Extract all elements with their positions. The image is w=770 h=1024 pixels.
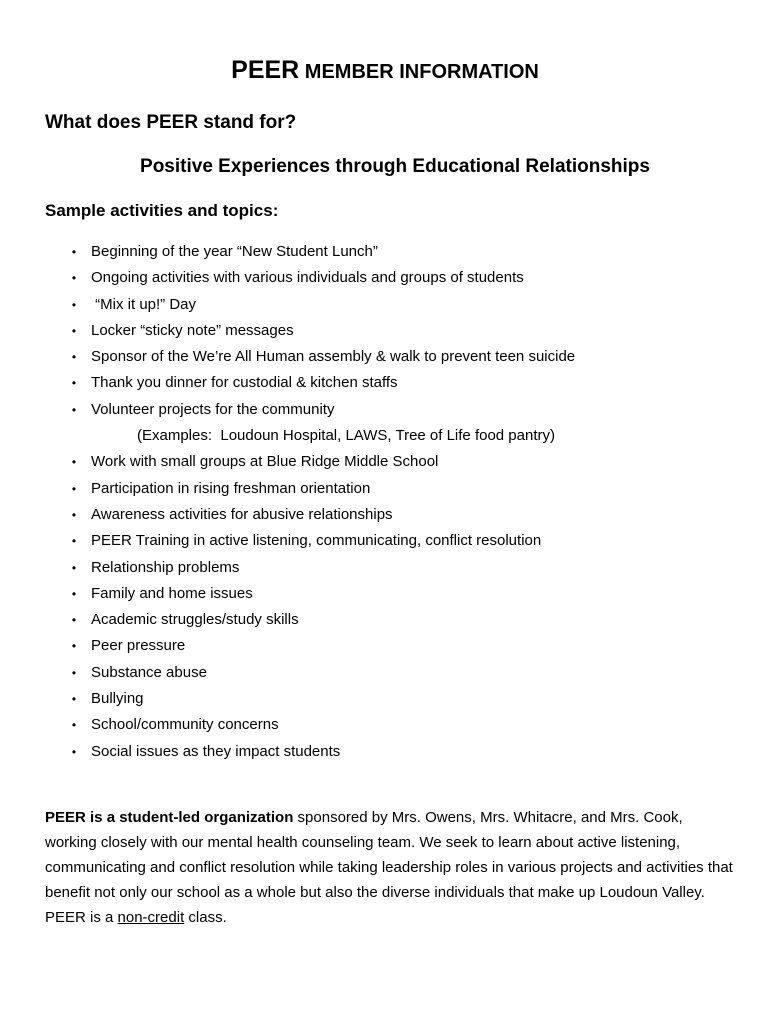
bullet-icon: • [71,586,77,601]
list-item-text: Family and home issues [91,584,253,602]
list-item-text: Peer pressure [91,637,186,655]
list-item-text: Sponsor of the We’re All Human assembly & walk to prevent teen suicide [91,348,576,366]
bullet-icon: • [71,560,77,575]
list-item-text: Substance abuse [91,663,207,681]
activities-heading: Sample activities and topics: [45,201,279,220]
list-item-text: School/community concerns [91,716,279,734]
acronym-expansion: Positive Experiences through Educational Relationships [140,156,650,177]
list-item-text: Ongoing activities with various individuals and groups of students [91,269,524,287]
acronym-question: What does PEER stand for? [45,112,297,133]
list-item-text: Volunteer projects for the community [91,400,335,418]
statement-tail: class. [184,909,227,926]
list-item-text: Locker “sticky note” messages [91,321,294,339]
list-item-text: Social issues as they impact students [91,742,341,760]
list-item-text: “Mix it up!” Day [91,295,197,313]
bullet-icon: • [71,639,77,654]
bullet-icon: • [71,718,77,733]
bullet-icon: • [71,297,77,312]
list-item-text: Bullying [91,690,144,708]
list-item-text: Awareness activities for abusive relationships [91,505,393,523]
bullet-icon: • [71,481,77,496]
page-title [0,52,770,92]
statement-lead: PEER is a student-led organization [45,809,294,826]
list-item-text: Beginning of the year “New Student Lunch” [91,243,378,260]
list-item-text: PEER Training in active listening, communicating, conflict resolution [91,532,542,550]
bullet-icon: • [71,376,77,391]
organization-statement [45,805,735,930]
title-rest: MEMBER INFORMATION [299,61,539,83]
statement-underlined: non-credit [117,909,185,926]
volunteer-examples: (Examples: Loudoun Hospital, LAWS, Tree of Life food pantry) [137,427,555,445]
statement-body: sponsored by Mrs. Owens, Mrs. Whitacre, and Mrs. Cook, working closely with our mental health counseling team. We seek to learn about active listening, communicating and conflict resolution while taking leadership roles in various projects and activities that benefit not only our school as a whole but also the diverse individuals that make up Loudoun Valley. PEER is a [45,809,733,926]
bullet-icon: • [71,455,77,470]
bullet-icon: • [71,507,77,522]
bullet-icon: • [71,402,77,417]
bullet-icon: • [71,534,77,549]
bullet-icon: • [71,271,77,286]
list-item-text: Relationship problems [91,558,240,576]
list-item-text: Thank you dinner for custodial & kitchen staffs [91,374,398,392]
bullet-icon: • [71,350,77,365]
title-acronym: PEER [231,56,300,84]
bullet-icon: • [71,744,77,759]
bullet-icon: • [71,323,77,338]
bullet-icon: • [71,665,77,680]
bullet-icon: • [71,692,77,707]
list-item-text: Work with small groups at Blue Ridge Middle School [91,453,439,471]
list-item-text: Academic struggles/study skills [91,611,299,629]
bullet-icon: • [71,613,77,628]
bullet-icon: • [71,245,77,259]
list-item-text: Participation in rising freshman orientation [91,479,371,497]
